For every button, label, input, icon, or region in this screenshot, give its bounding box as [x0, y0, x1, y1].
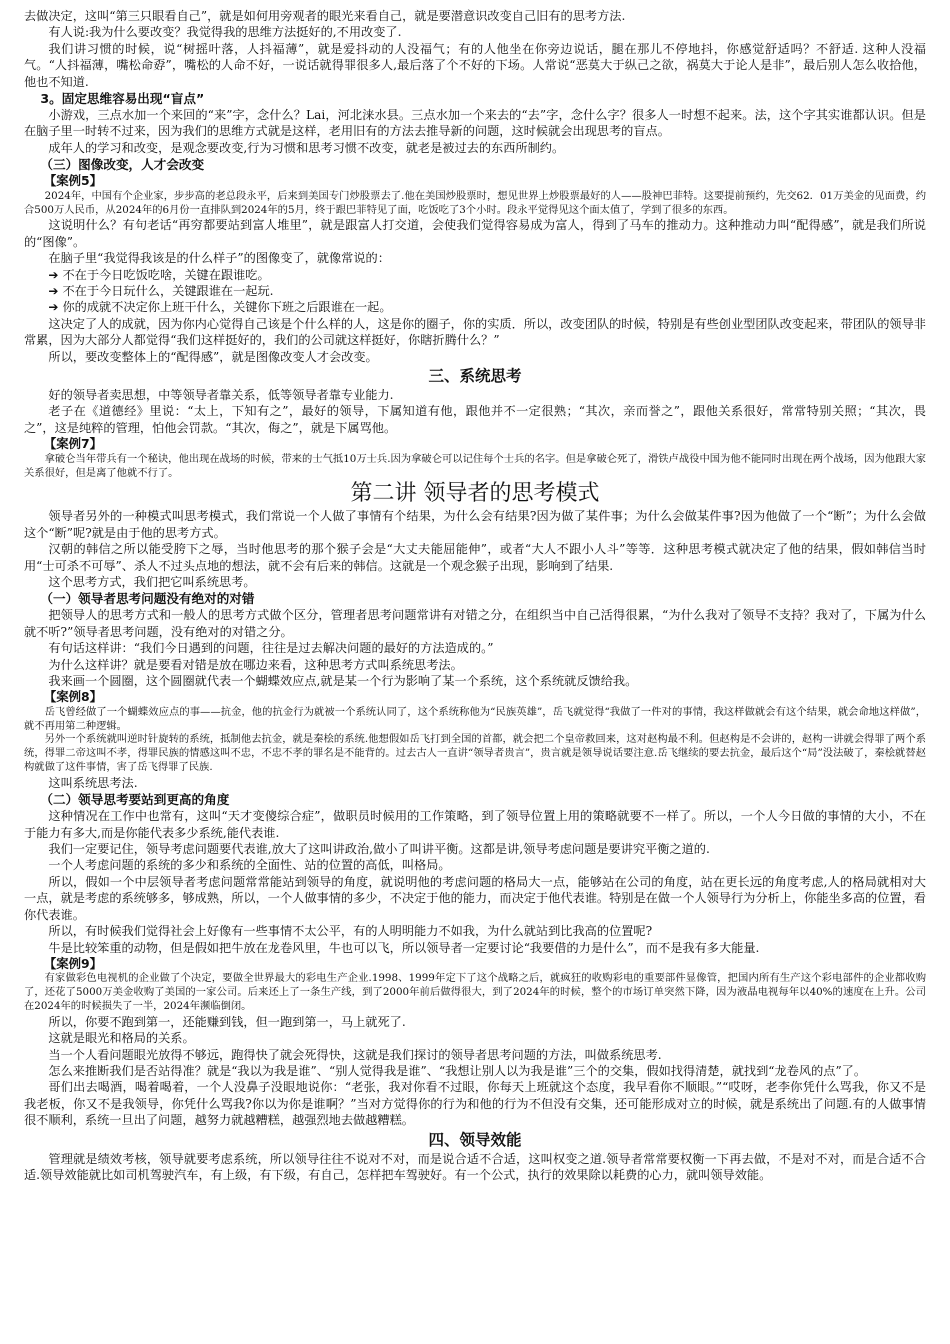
chapter-heading: 三、系统思考 [428, 367, 522, 385]
paragraph: 为什么这样讲？就是要看对错是放在哪边来看，这种思考方式叫系统思考法。 [48, 657, 463, 672]
arrow-list-item: ➔ 你的成就不决定你上班干什么，关键你下班之后跟谁在一起。 [48, 300, 392, 315]
case-label: 【案例9】 [43, 955, 103, 971]
paragraph: 哥们出去喝酒，喝着喝着，一个人没鼻子没眼地说你：“老张，我对你看不过眼，你每天上班就这个态度，我早看你不顺眼。”“哎呀，老李你凭什么骂我，你又不是我老板，你又不是我领导，你凭什么骂我?你以为你是谁啊？”当对方觉得你的行为和他的行为不但没有交集，还可能形成对立的时候，就是系统出了问题.有的人做事情很不顺利，系统一旦出了问题，越努力就越糟糕，越强烈地去做越糟糕。 [24, 1080, 926, 1128]
paragraph: 在脑子里“我觉得我该是的什么样子”的图像变了，就像常说的： [48, 251, 390, 266]
case-text: 另外一个系统就叫逆时针旋转的系统，抵制他去抗金，就是秦桧的系统.他想假如岳飞打到全国的首都，就会把二个皇帝救回来，这对赵构最不利。但赵构是不会讲的，赵构一讲就会得罪了两个系统，得罪二帝这叫不孝，得罪民族的情感这叫不忠，不忠不孝的罪名是不能背的。过去古人一直讲“领导者贵言”，贵言就是领导说话要注意.岳飞继续的要去抗金，最后这个“局”没法破了，秦桧就替赵构就做了这件事情，害了岳飞得罪了民族. [24, 733, 926, 774]
paragraph: 这个思考方式，我们把它叫系统思考。 [48, 574, 256, 589]
lecture-title: 第二讲 领导者的思考模式 [350, 481, 600, 507]
case-text: 2024年，中国有个企业家，步步高的老总段永平，后来到美国专门炒股票去了.他在美国炒股票时，想见世界上炒股票最好的人——股神巴菲特。这要提前预约，先交62．01万美金的见面费，约合500万人民币，从2024年的6月份一直排队到2024年的5月，终于跟巴菲特见了面，吃饭吃了3个小时。段永平觉得见这个面太值了，学到了很多的东西。 [24, 189, 926, 216]
section-heading: 3。固定思维容易出现“盲点” [40, 91, 205, 107]
paragraph: 我来画一个圆圈，这个圆圈就代表一个蝴蝶效应点,就是某一个行为影响了某一个系统，这个系统就反馈给我。 [48, 673, 638, 688]
paragraph: 去做决定，这叫“第三只眼看自己”，就是如何用旁观者的眼光来看自己，就是要潜意识改变自己旧有的思考方法. [24, 9, 626, 23]
case-label: 【案例5】 [43, 173, 103, 189]
paragraph: 怎么来推断我们是否站得准？就是“我以为我是谁”、“别人觉得我是谁”、“我想让别人以为我是谁”三个的交集，假如找得清楚，就找到“龙卷风的点”了。 [48, 1064, 867, 1079]
document-page [24, 0, 926, 1326]
section-heading: （一）领导者思考问题没有绝对的对错 [40, 591, 255, 607]
paragraph: 所以，你要不跑到第一，还能赚到钱，但一跑到第一，马上就死了. [48, 1014, 406, 1029]
paragraph: 这说明什么？有句老话“再穷都要站到富人堆里”，就是跟富人打交道，会使我们觉得容易成为富人，得到了马车的推动力。这种推动力叫“配得感”，就是我们所说的“图像”。 [24, 218, 926, 249]
paragraph: 老子在《道德经》里说：“太上，下知有之”，最好的领导，下属知道有他，跟他并不一定很熟；“其次，亲而誉之”，跟他关系很好，常常特别关照；“其次，畏之”，这是纯粹的管理，怕他会罚款。“其次，侮之”，就是下属骂他。 [24, 404, 926, 435]
paragraph: 把领导人的思考方式和一般人的思考方式做个区分，管理者思考问题常讲有对错之分，在组织当中自己活得很累，“为什么我对了领导不支持？我对了，下属为什么就不听?”领导者思考问题，没有绝对的对错之分。 [24, 608, 926, 639]
arrow-list-item: ➔ 不在于今日玩什么，关键跟谁在一起玩. [48, 283, 274, 298]
paragraph: 小游戏，三点水加一个来回的“来”字，念什么？Lai，河北涞水县。三点水加一个来去的“去”字，念什么字？很多人一时想不起来。法，这个字其实谁都认识。但是在脑子里一时转不过来，因为我们的思维方式就是这样，老用旧有的方法去推导新的问题，这时候就会出现思考的盲点。 [24, 108, 926, 139]
paragraph: 领导者另外的一种模式叫思考模式，我们常说一个人做了事情有个结果，为什么会有结果?因为做了某件事；为什么会做某件事?因为他做了一个“断”；为什么会做这个“断”呢?就是由于他的思考方式。 [24, 509, 926, 540]
paragraph: 汉朝的韩信之所以能受胯下之辱，当时他思考的那个猴子会是“大丈夫能屈能伸”，或者“大人不跟小人斗”等等．这种思考模式就决定了他的结果，假如韩信当时用“士可杀不可辱”、杀人不过头点地的想法，就不会有后来的韩信。这就是一个观念猴子出现，影响到了结果. [24, 542, 926, 573]
case-text: 拿破仑当年带兵有一个秘诀，他出现在战场的时候，带来的士气抵10万士兵.因为拿破仑可以记住每个士兵的名字。但是拿破仑死了，滑铁卢战役中国为他不能同时出现在两个战场，因为他跟大家关系很好，但是离了他就不行了。 [24, 452, 926, 479]
paragraph: 当一个人看问题眼光放得不够远，跑得快了就会死得快，这就是我们探讨的领导者思考问题的方法，叫做系统思考. [48, 1047, 662, 1062]
paragraph: 牛是比较笨重的动物，但是假如把牛放在龙卷风里，牛也可以飞，所以领导者一定要讨论“我要借的力是什么”，而不是我有多大能量. [48, 940, 760, 955]
case-label: 【案例8】 [43, 689, 103, 705]
paragraph: 这决定了人的成就，因为你内心觉得自己该是个什么样的人，这是你的圈子，你的实质．所以，改变团队的时候，特别是有些创业型团队改变起来，带团队的领导非常累，因为大部分人都觉得“我们这样挺好的，我们的公司就这样挺好，你瞎折腾什么？” [24, 316, 926, 348]
paragraph: 有句话这样讲：“我们今日遇到的问题，往往是过去解决问题的最好的方法造成的。” [48, 641, 494, 656]
paragraph: 所以，要改变整体上的“配得感”，就是图像改变人才会改变。 [48, 349, 378, 364]
case-label: 【案例7】 [43, 436, 103, 452]
paragraph: 所以，有时候我们觉得社会上好像有一些事情不太公平，有的人明明能力不如我，为什么就站到比我高的位置呢? [48, 924, 653, 939]
paragraph: 我们讲习惯的时候，说“树摇叶落，人抖福薄”，就是爱抖动的人没福气；有的人他坐在你旁边说话，腿在那儿不停地抖，你感觉舒适吗？不舒适. 这种人没福气。“人抖福薄，嘴松命孬”，嘴松的人命不好，一说话就得罪很多人,最后落了个不好的下场。人常说“恶莫大于纵己之欲，祸莫大于论人是非”，最后别人怎么收拾他，他也不知道. [24, 41, 926, 89]
case-text: 岳飞曾经做了一个蝴蝶效应点的事——抗金，他的抗金行为就被一个系统认同了，这个系统称他为“民族英雄”，岳飞就觉得“我做了一件对的事情，我这样做就会有这个结果，就会命地这样做”，就不再用第二种逻辑。 [24, 705, 926, 732]
paragraph: 成年人的学习和改变，是观念要改变,行为习惯和思考习惯不改变，就老是被过去的东西所制约。 [48, 140, 565, 155]
section-heading: （三）图像改变，人才会改变 [40, 157, 205, 173]
paragraph: 我们一定要记住，领导考虑问题要代表谁,放大了这叫讲政治,做小了叫讲平衡。这都是讲,领导考虑问题是要讲究平衡之道的. [48, 842, 710, 857]
paragraph: 好的领导者卖思想，中等领导者靠关系，低等领导者靠专业能力. [48, 388, 394, 402]
paragraph: 这种情况在工作中也常有，这叫“天才变傻综合症”，做职员时候用的工作策略，到了领导位置上用的策略就要不一样了。所以，一个人今日做的事情的大小，不在于能力有多大,而是你能代表多少系统,能代表谁. [24, 809, 926, 840]
paragraph: 所以，假如一个中层领导者考虑问题常常能站到领导的角度，就说明他的考虑问题的格局大一点，能够站在公司的角度，站在更长远的角度考虑,人的格局就相对大一点，就是考虑的系统够多，够成熟，所以，一个人做事情的多少，不决定于他的能力，而决定于他代表谁。特别是在做一个人领导行为分析上，你能坐多高的位置，看你代表谁。 [24, 874, 926, 922]
paragraph: 这叫系统思考法. [48, 775, 138, 790]
case-text: 有家做彩色电视机的企业做了个决定，要做全世界最大的彩电生产企业.1998、1999年定下了这个战略之后，就疯狂的收购彩电的重要部件显像管，把国内所有生产这个彩电部件的企业都收购了，还花了5000万美金收购了美国的一家公司。后来还上了一条生产线，到了2000年前后做得很大，到了2024年的时候，整个的市场订单突然下降，因为液晶电视每年以40%的速度在上升。公司在2024年的时候损失了一半，2024年濒临倒闭。 [24, 972, 926, 1013]
paragraph: 管理就是绩效考核，领导就要考虑系统，所以领导往往不说对不对，而是说合适不合适，这叫权变之道.领导者常常要权衡一下再去做，不是对不对，而是合适不合适.领导效能就比如司机驾驶汽车，有上级，有下级，有自己，怎样把车驾驶好。有一个公式，执行的效果除以耗费的心力，就叫领导效能。 [24, 1151, 926, 1183]
paragraph: 有人说:我为什么要改变？我觉得我的思维方法挺好的,不用改变了. [48, 25, 402, 40]
section-heading: （二）领导思考要站到更高的角度 [40, 792, 230, 808]
chapter-heading: 四、领导效能 [428, 1130, 522, 1149]
paragraph: 一个人考虑问题的系统的多少和系统的全面性、站的位置的高低，叫格局。 [48, 858, 451, 873]
paragraph: 这就是眼光和格局的关系。 [48, 1031, 195, 1046]
arrow-list-item: ➔ 不在于今日吃饭吃啥，关键在跟谁吃。 [48, 267, 270, 282]
